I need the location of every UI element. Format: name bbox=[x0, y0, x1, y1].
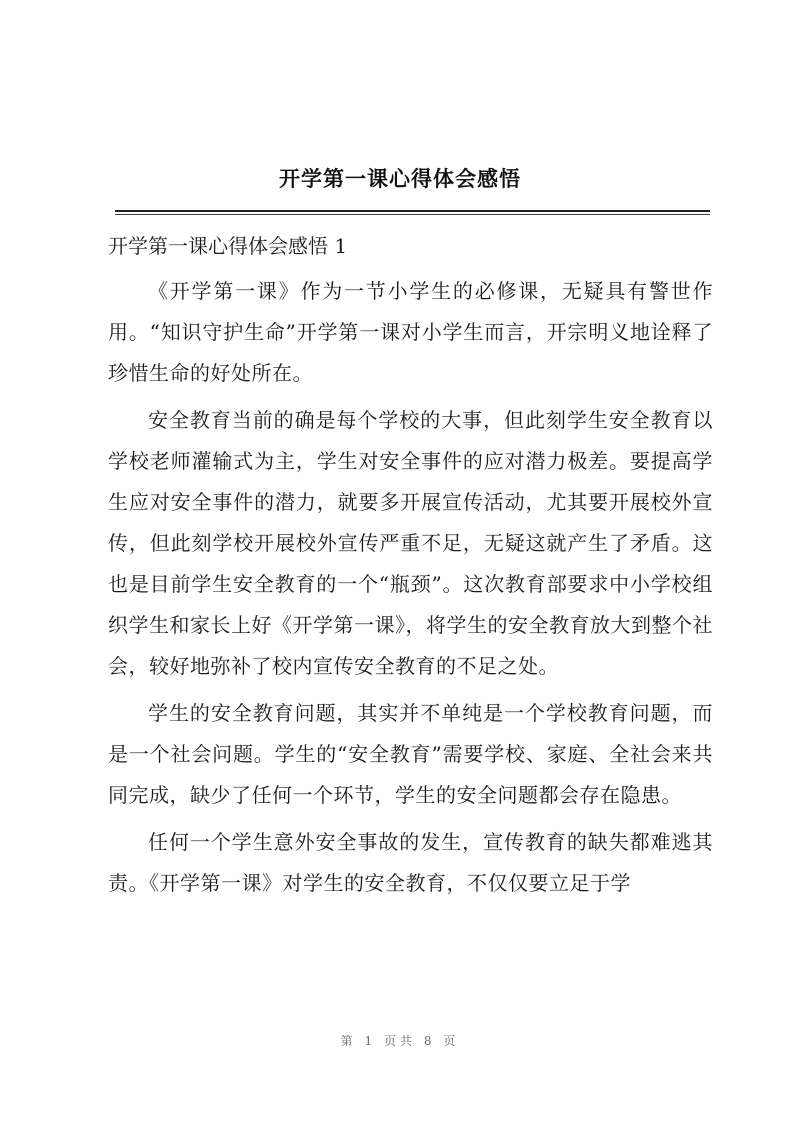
page-footer bbox=[0, 1032, 800, 1049]
footer-suffix: 页 bbox=[443, 1034, 460, 1048]
document-title: 开学第一课心得体会感悟 bbox=[279, 166, 521, 191]
footer-prefix: 第 bbox=[340, 1034, 357, 1048]
document-body bbox=[108, 226, 713, 904]
title-divider bbox=[115, 210, 710, 212]
footer-current-page: 1 bbox=[364, 1034, 377, 1048]
section-heading: 开学第一课心得体会感悟 1 bbox=[108, 234, 348, 258]
footer-total-pages: 8 bbox=[423, 1034, 436, 1048]
paragraph-1: 《开学第一课》作为一节小学生的必修课，无疑具有警世作用。“知识守护生命”开学第一课对小学生而言，开宗明义地诠释了珍惜生命的好处所在。 bbox=[108, 279, 713, 385]
footer-middle: 页共 bbox=[383, 1034, 416, 1048]
paragraph-2: 安全教育当前的确是每个学校的大事，但此刻学生安全教育以学校老师灌输式为主，学生对安全事件的应对潜力极差。要提高学生应对安全事件的潜力，就要多开展宣传活动，尤其要开展校外宣传，但此刻学校开展校外宣传严重不足，无疑这就产生了矛盾。这也是目前学生安全教育的一个“瓶颈”。这次教育部要求中小学校组织学生和家长上好《开学第一课》，将学生的安全教育放大到整个社会，较好地弥补了校内宣传安全教育的不足之处。 bbox=[108, 408, 713, 678]
title-divider-thin bbox=[115, 214, 710, 215]
paragraph-4: 任何一个学生意外安全事故的发生，宣传教育的缺失都难逃其责。《开学第一课》对学生的安全教育，不仅仅要立足于学 bbox=[108, 830, 713, 895]
paragraph-3: 学生的安全教育问题，其实并不单纯是一个学校教育问题，而是一个社会问题。学生的“安全教育”需要学校、家庭、全社会来共同完成，缺少了任何一个环节，学生的安全问题都会存在隐患。 bbox=[108, 701, 713, 807]
